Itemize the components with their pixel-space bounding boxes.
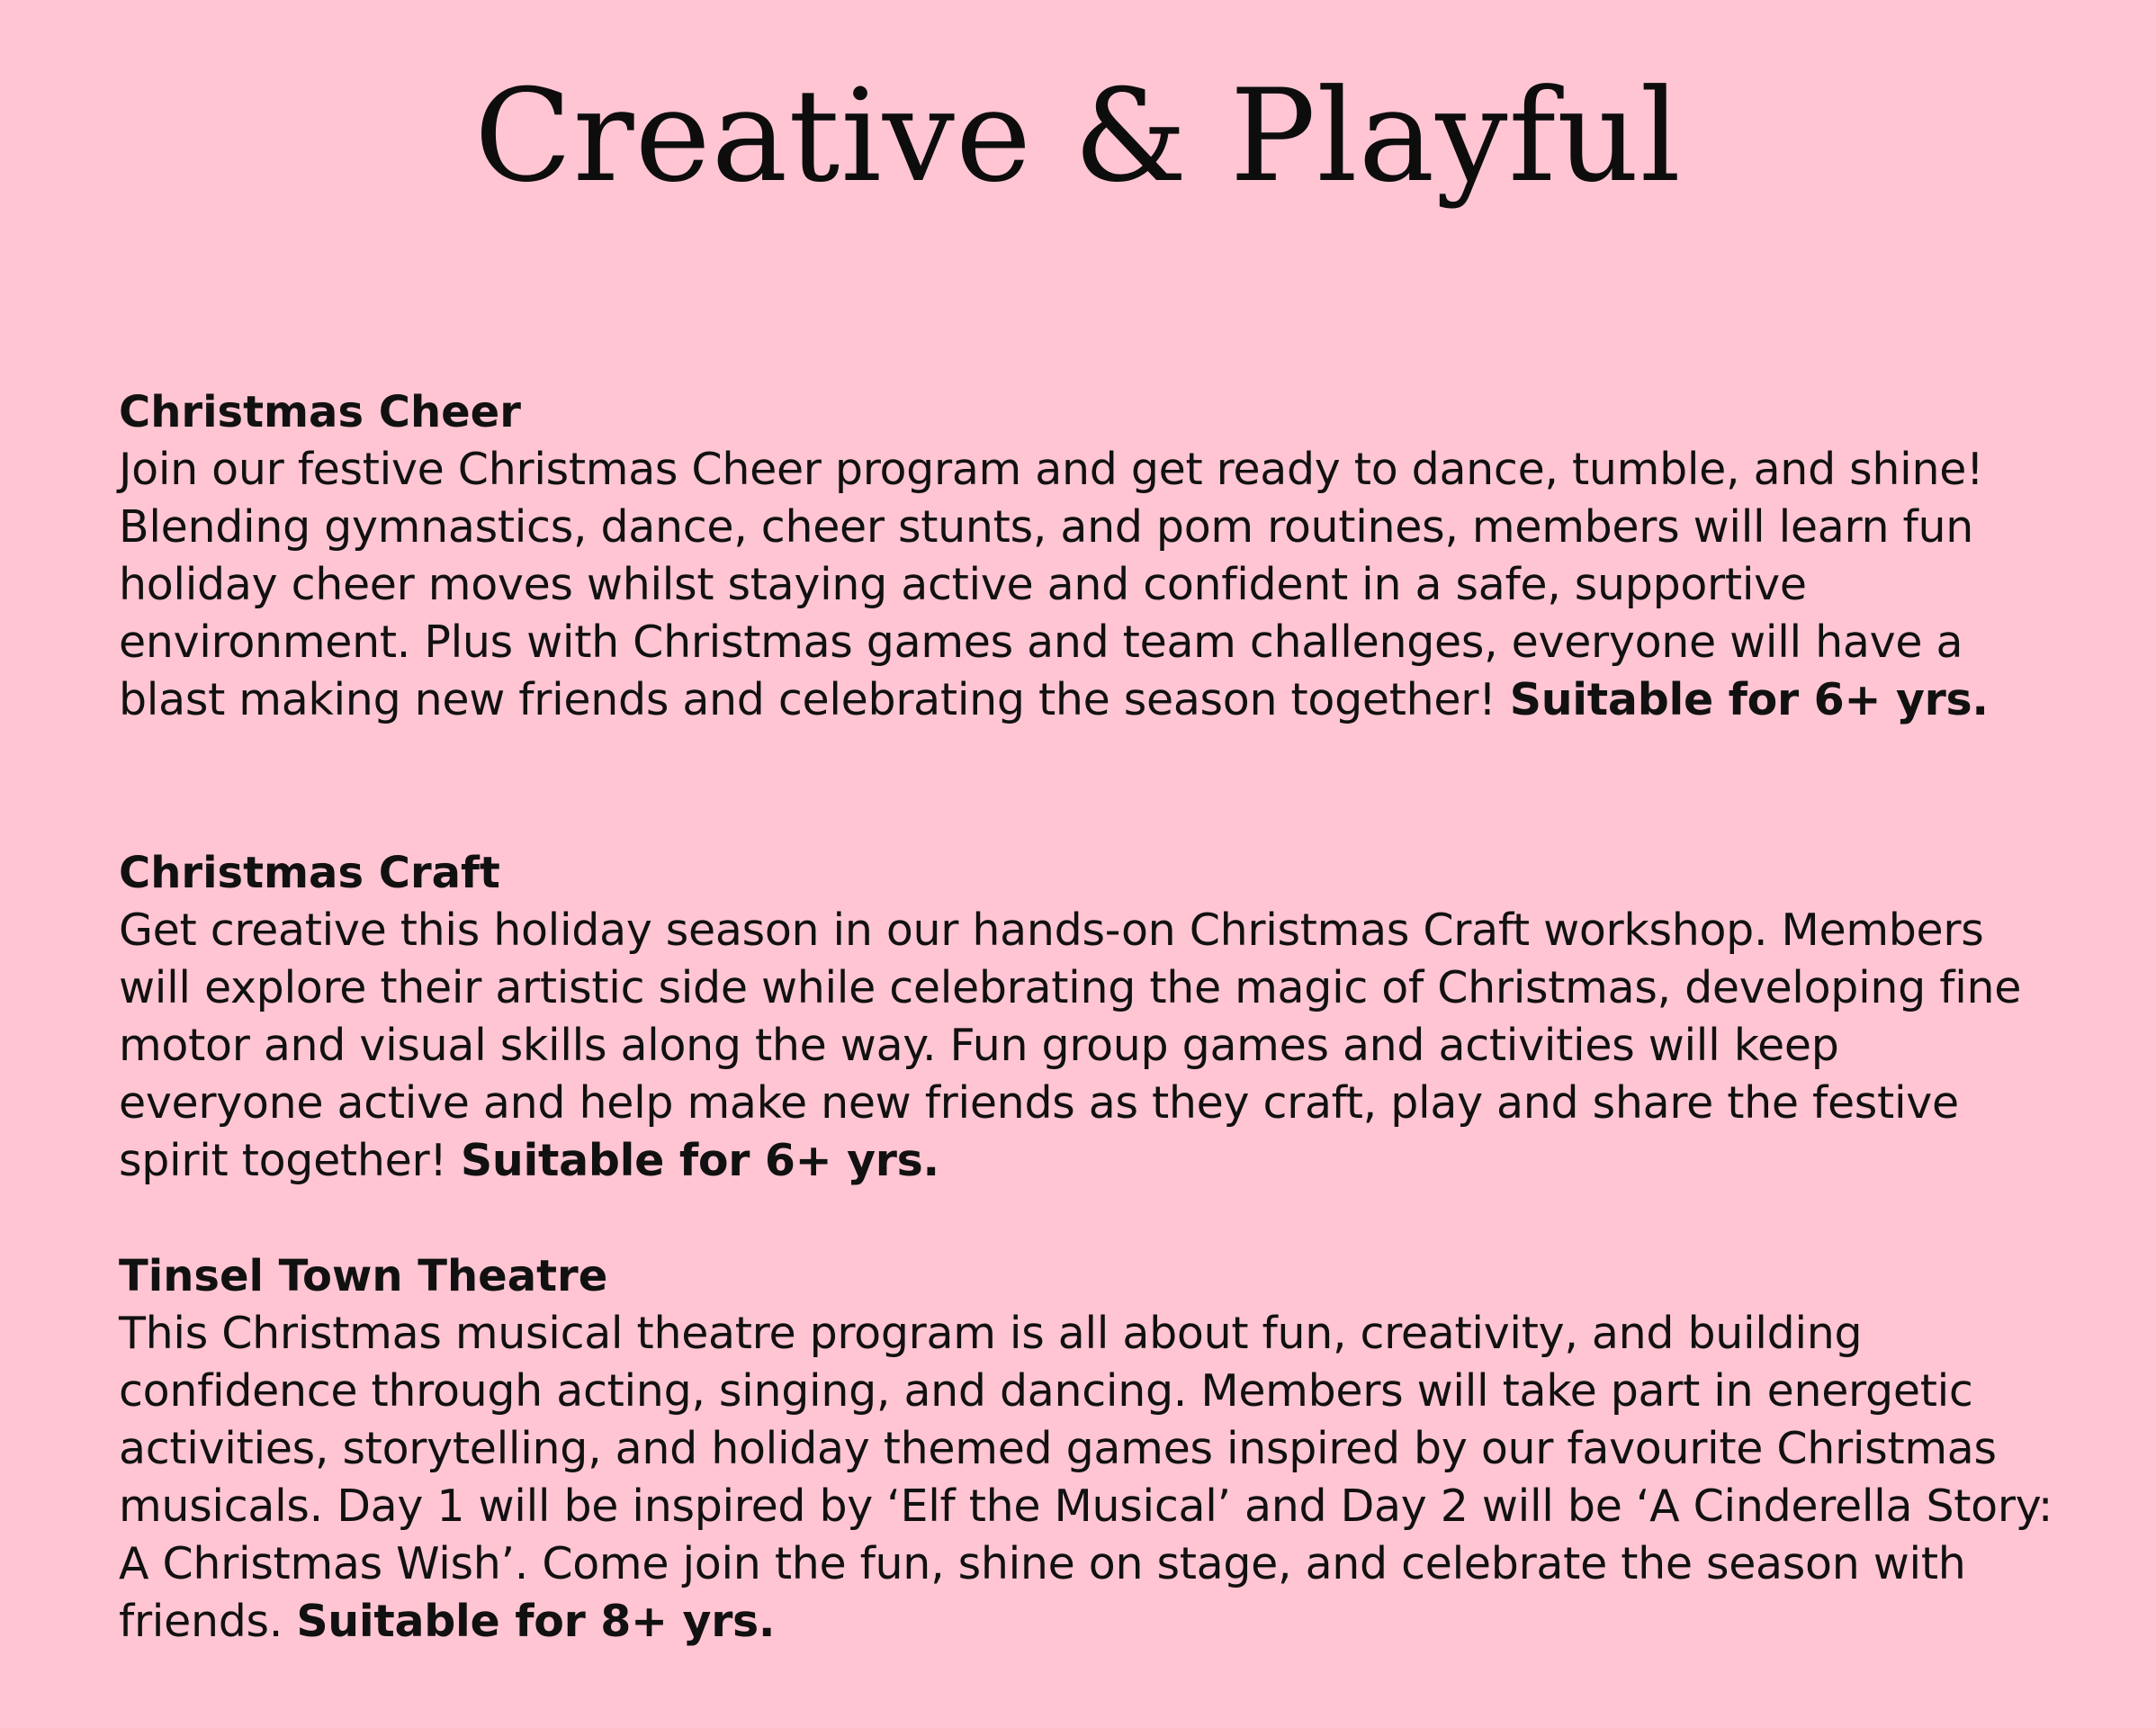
program-description [119, 441, 2053, 729]
program-christmas-cheer [119, 383, 2053, 729]
program-tinsel-town-theatre [119, 1247, 2053, 1651]
program-heading: Tinsel Town Theatre [119, 1251, 608, 1301]
program-description-text: Join our festive Christmas Cheer program and get ready to dance, tumble, and shine! Blending gymnastics, dance, cheer stunts, and pom routines, members will learn fun holiday cheer moves whilst staying active and confident in a safe, supportive environment. Plus with Christmas games and team challenges, everyone will have a blast making new friends and celebrating the season together! [119, 444, 1984, 725]
program-christmas-craft [119, 844, 2053, 1190]
program-heading: Christmas Craft [119, 848, 500, 898]
age-suitability: Suitable for 6+ yrs. [1509, 674, 1989, 725]
program-description [119, 1305, 2053, 1651]
program-description-text: This Christmas musical theatre program is all about fun, creativity, and building confidence through acting, singing, and dancing. Members will take part in energetic activities, storytelling, and holiday themed games inspired by our favourite Christmas musicals. Day 1 will be inspired by ‘Elf the Musical’ and Day 2 will be ‘A Cinderella Story: A Christmas Wish’. Come join the fun, shine on stage, and celebrate the season with friends. [119, 1308, 2053, 1647]
program-description [119, 902, 2053, 1190]
age-suitability: Suitable for 8+ yrs. [296, 1596, 776, 1647]
program-description-text: Get creative this holiday season in our hands-on Christmas Craft workshop. Members will explore their artistic side while celebrating the magic of Christmas, developing fine motor and visual skills along the way. Fun group games and activities will keep everyone active and help make new friends as they craft, play and share the festive spirit together! [119, 904, 2022, 1186]
age-suitability: Suitable for 6+ yrs. [460, 1135, 939, 1186]
page-title: Creative & Playful [474, 62, 1682, 211]
program-heading: Christmas Cheer [119, 387, 521, 437]
